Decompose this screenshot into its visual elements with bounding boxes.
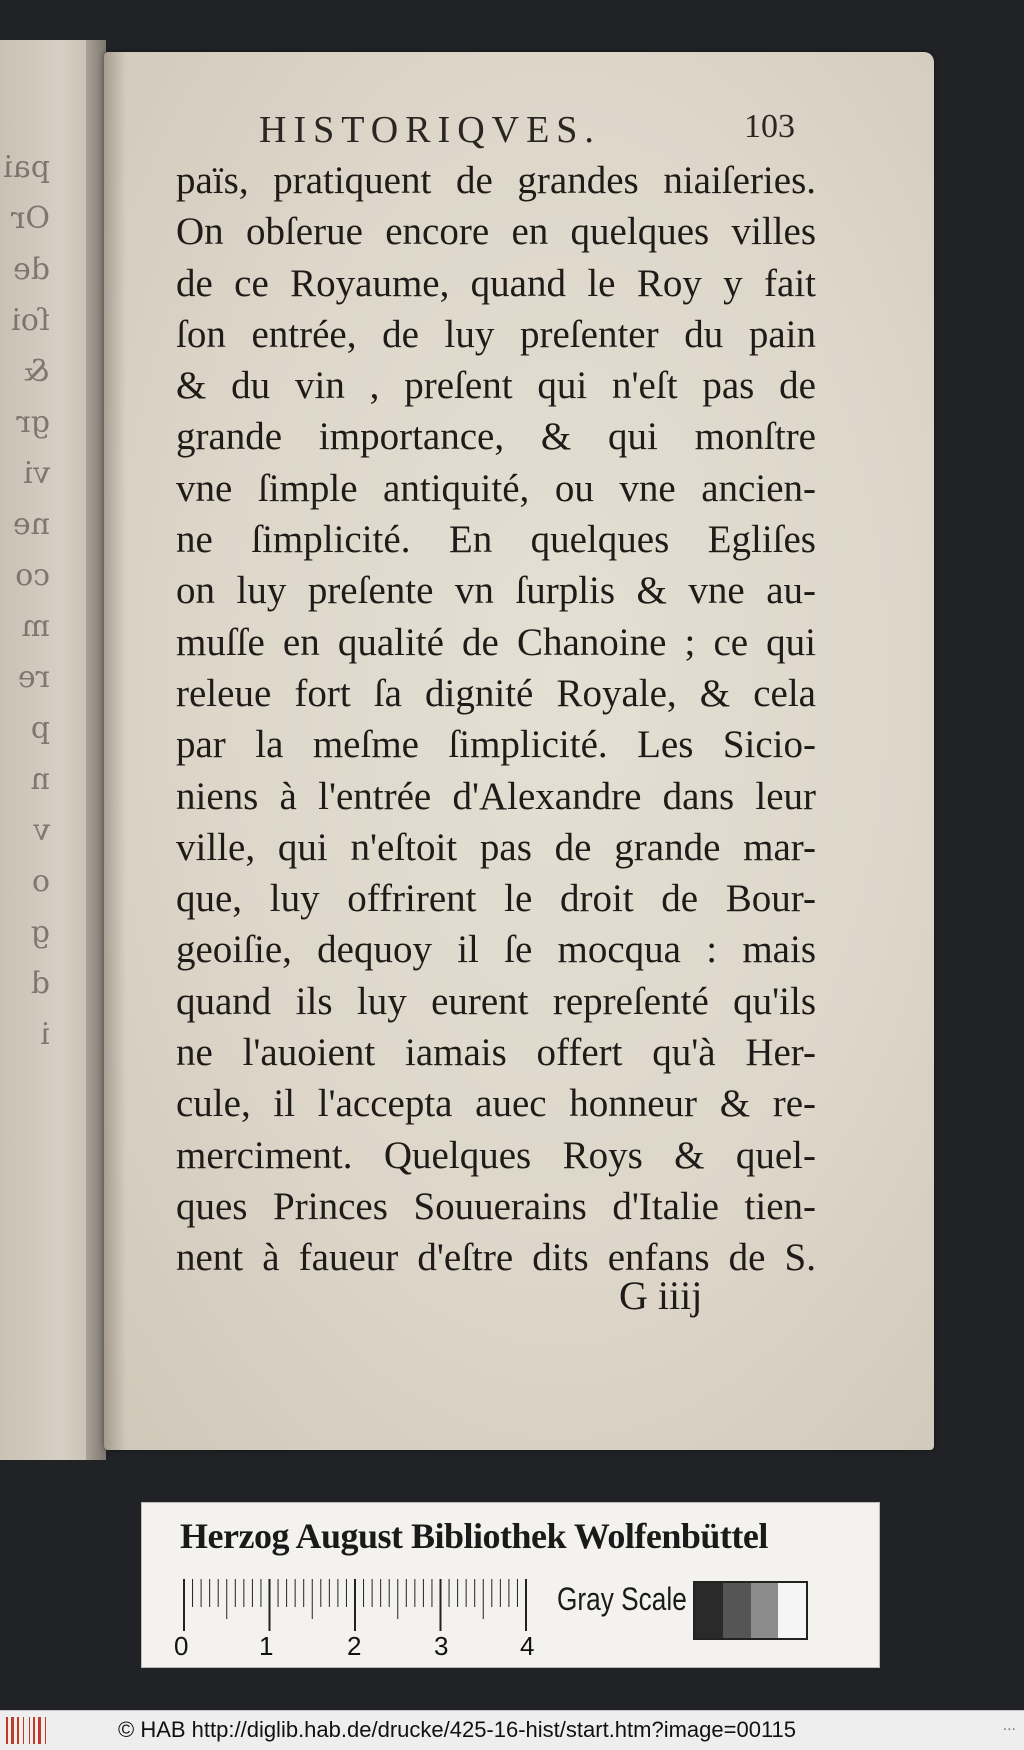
scale-label: 3 [434,1631,449,1661]
text-line: vne ſimple antiquité, ou vne ancien- [176,466,816,510]
text-line: grande importance, & qui monſtre [176,415,816,459]
page-gutter [104,52,126,1450]
show-through-fragment: i [40,1017,50,1052]
gray-swatch [695,1583,723,1638]
text-line: on luy preſente vn ſurplis & vne au- [176,569,816,613]
show-through-fragment: ſoi [11,303,50,338]
show-through-fragment: g [30,915,50,950]
signature-mark: G iiij [619,1273,703,1318]
status-bar [0,1710,1024,1750]
text-line: niens à l'entrée d'Alexandre dans leur [176,774,816,818]
text-line: ſon entrée, de luy preſenter du pain [176,312,816,356]
text-line: païs, pratiquent de grandes niaiſeries. [176,159,816,202]
show-through-fragment: & [23,354,50,389]
text-line: releue fort ſa dignité Royale, & cela [176,671,816,715]
show-through-fragment: co [15,558,50,593]
text-line: ne ſimplicité. En quelques Egliſes [176,518,816,562]
text-line: merciment. Quelques Roys & quel- [176,1133,816,1177]
grayscale-label: Gray Scale [557,1581,687,1617]
text-line: cule, il l'accepta auec honneur & re- [176,1082,816,1126]
text-line: que, luy offrirent le droit de Bour- [176,877,816,921]
show-through-fragment: ne [12,507,50,542]
page-number: 103 [744,108,795,145]
show-through-fragment: d [30,966,50,1001]
copyright-url[interactable]: © HAB http://diglib.hab.de/drucke/425-16-hist/start.htm?image=00115 [118,1717,797,1742]
running-head: HISTORIQVES. [259,109,601,151]
show-through-fragment: n [30,762,50,797]
barcode-icon [6,1717,46,1744]
gray-swatch [723,1583,751,1638]
book-page [104,52,934,1450]
text-line: & du vin , preſent qui n'eſt pas de [176,364,816,408]
show-through-fragment: p [30,711,50,746]
text-line: muſſe en qualité de Chanoine ; ce qui [176,620,816,664]
scale-label: 1 [259,1631,274,1661]
page-fold-shadow [86,40,106,1460]
show-through-fragment: de [13,252,50,287]
text-line: geoiſie, dequoy il ſe mocqua : mais [176,928,816,972]
scale-label: 4 [520,1631,535,1661]
ruler-scale [180,1579,530,1631]
show-through-fragment: re [17,660,50,695]
text-line: de ce Royaume, quand le Roy y fait [176,261,816,305]
scale-label: 2 [347,1631,362,1661]
text-line: nent à faueur d'eſtre dits enfans de S. [176,1236,816,1280]
library-name: Herzog August Bibliothek Wolfenbüttel [180,1516,768,1556]
text-line: ques Princes Souuerains d'Italie tien- [176,1184,816,1228]
color-scale-card [141,1502,880,1668]
text-line: On obſerue encore en quelques villes [176,210,816,254]
show-through-fragment: m [21,609,50,644]
show-through-fragment: o [31,864,50,899]
gray-swatch [778,1583,806,1638]
grayscale-swatches [693,1581,808,1640]
text-block [176,155,816,1284]
show-through-fragment: v [33,813,50,848]
more-icon[interactable]: ... [1002,1717,1016,1734]
show-through-fragment: Or [11,201,50,236]
text-line: ne l'auoient iamais offert qu'à Her- [176,1031,816,1075]
show-through-fragment: vi [23,456,50,491]
gray-swatch [751,1583,779,1638]
scale-label: 0 [174,1631,189,1661]
show-through-fragment: pai [3,150,50,185]
show-through-fragment: gr [16,405,50,440]
text-line: par la meſme ſimplicité. Les Sicio- [176,723,816,767]
text-line: quand ils luy eurent repreſenté qu'ils [176,979,816,1023]
text-line: ville, qui n'eſtoit pas de grande mar- [176,825,816,869]
